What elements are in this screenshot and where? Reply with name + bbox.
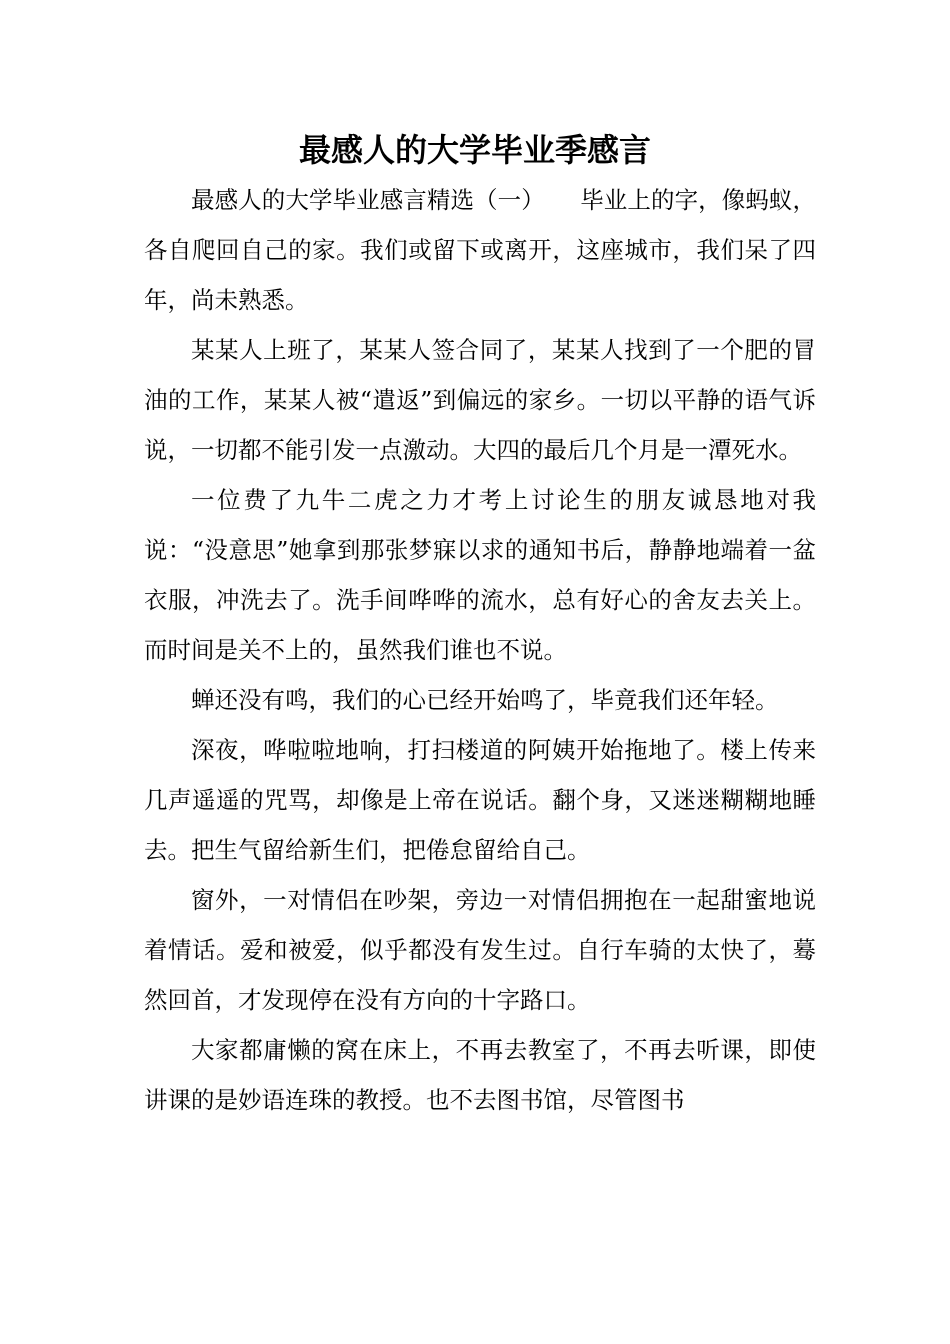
paragraph-3: 一位费了九牛二虎之力才考上讨论生的朋友诚恳地对我说：“没意思”她拿到那张梦寐以求的通知书后，静静地端着一盆衣服，冲洗去了。洗手间哗哗的流水，总有好心的舍友去关上。而时间是关不上的，虽然我们谁也不说。 [144, 486, 816, 664]
paragraph-5: 深夜，哗啦啦地响，打扫楼道的阿姨开始拖地了。楼上传来几声遥遥的咒骂，却像是上帝在说话。翻个身，又迷迷糊糊地睡去。把生气留给新生们，把倦怠留给自己。 [144, 736, 816, 864]
paragraph-1: 最感人的大学毕业感言精选（一） 毕业上的字，像蚂蚁，各自爬回自己的家。我们或留下或离开，这座城市，我们呆了四年，尚未熟悉。 [144, 186, 816, 314]
paragraph-7: 大家都庸懒的窝在床上，不再去教室了，不再去听课，即使讲课的是妙语连珠的教授。也不去图书馆，尽管图书 [144, 1036, 816, 1114]
paragraph-6: 窗外，一对情侣在吵架，旁边一对情侣拥抱在一起甜蜜地说着情话。爱和被爱，似乎都没有发生过。自行车骑的太快了，蓦然回首，才发现停在没有方向的十字路口。 [144, 886, 816, 1014]
document-body [144, 175, 816, 1125]
paragraph-2: 某某人上班了，某某人签合同了，某某人找到了一个肥的冒油的工作，某某人被“遣返”到偏远的家乡。一切以平静的语气诉说，一切都不能引发一点激动。大四的最后几个月是一潭死水。 [144, 336, 816, 464]
document-title: 最感人的大学毕业季感言 [298, 131, 651, 169]
paragraph-4: 蝉还没有鸣，我们的心已经开始鸣了，毕竟我们还年轻。 [191, 686, 779, 714]
